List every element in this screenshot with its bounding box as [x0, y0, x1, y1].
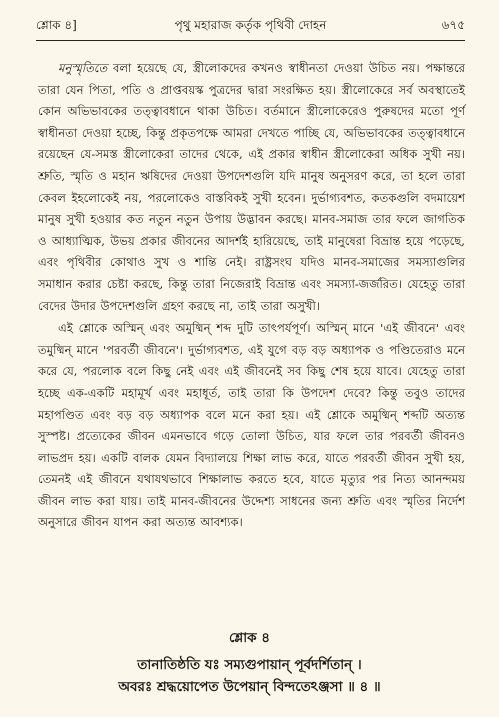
- purport-body: [38, 58, 465, 535]
- header-divider: [36, 40, 465, 41]
- header-chapter-title: পৃথু মহারাজ কর্তৃক পৃথিবী দোহন: [174, 18, 327, 32]
- paragraph-text: এই শ্লোকে অস্মিন্ এবং অমুষ্মিন্ শব্দ দুটি তাৎপর্যপূর্ণ। অস্মিন্ মানে 'এই জীবনে' এবং তমুষ্মিন্ মানে 'পরবর্তী জীবনে'। দুর্ভাগ্যবশত, এই যুগে বড় বড় অধ্যাপক ও পণ্ডিতেরাও মনে করে যে, পরলোক বলে কিছু নেই এবং এই জীবনেই সব কিছু শেষ হয়ে যাবে। যেহেতু তারা হচ্ছে এক-একটি মহামূর্খ এবং মহাধূর্ত, তাই তারা কি উপদেশ দেবে? কিন্তু তবুও তাদের মহাপণ্ডিত এবং বড় বড় অধ্যাপক বলে মনে করা হয়। এই শ্লোকে অমুষ্মিন্ শব্দটি অত্যন্ত সুস্পষ্ট। প্রত্যেকের জীবন এমনভাবে গড়ে তোলা উচিত, যার ফলে তার পরবর্তী জীবনও লাভপ্রদ হয়। একটি বালক যেমন বিদ্যালয়ে শিক্ষা লাভ করে, যাতে পরবর্তী জীবন সুখী হয়, তেমনই এই জীবনে যথাযথভাবে শিক্ষালাভ করতে হবে, যাতে মৃত্যুর পর নিত্য আনন্দময় জীবন লাভ করা যায়। তাই মানব-জীবনের উদ্দেশ্য সাধনের জন্য শ্রুতি এবং স্মৃতির নির্দেশ অনুসারে জীবন যাপন করা অত্যন্ত আবশ্যক।: [38, 321, 465, 530]
- paragraph-text: বলা হয়েছে যে, স্ত্রীলোকদের কখনও স্বাধীনতা দেওয়া উচিত নয়। পক্ষান্তরে তারা যেন পিতা, পতি ও প্রাপ্তবয়স্ক পুত্রদের দ্বারা সংরক্ষিত হয়। স্ত্রীলোকেরে সর্ব অবস্থাতেই কোন অভিভাবকের তত্ত্বাবধানে থাকা উচিত। বর্তমানে স্ত্রীলোকেরেও পুরুষদের মতো পূর্ণ স্বাধীনতা দেওয়া হচ্ছে, কিন্তু প্রকৃতপক্ষে আমরা দেখতে পাচ্ছি যে, অভিভাবকের তত্ত্বাবধানে রয়েছেন যে-সমস্ত স্ত্রীলোকেরা তাদের থেকে, এই প্রকার স্বাধীন স্ত্রীলোকেরা অধিক সুখী নয়। শ্রুতি, স্মৃতি ও মহান ঋষিদের দেওয়া উপদেশগুলি যদি মানুষ অনুসরণ করে, তা হলে তারা কেবল ইহলোকেই নয়, পরলোকেও বাস্তবিকই সুখী হবেন। দুর্ভাগ্যবশত, কতকগুলি বদমায়েশ মানুষ সুখী হওয়ার কত নতুন নতুন উপায় উদ্ভাবন করছে। মানব-সমাজ তার ফলে জাগতিক ও আধ্যাত্মিক, উভয় প্রকার জীবনের আদর্শই হারিয়েছে, তাই মানুষেরা বিভ্রান্ত হয়ে পড়েছে, এবং পৃথিবীর কোথাও সুখ ও শান্তি নেই। রাষ্ট্রসংঘ যদিও মানব-সমাজের সমস্যাগুলির সমাধান করার চেষ্টা করছে, কিন্তু তারা নিজেরাই বিভ্রান্ত এবং সমস্যা-জর্জরিত। যেহেতু তারা বেদের উদার উপদেশগুলি গ্রহণ করছে না, তাই তারা অসুখী।: [38, 61, 465, 313]
- page-number: ৬৭৫: [441, 18, 465, 32]
- purport-paragraph-1: [38, 58, 465, 317]
- emphasis-term: মনুস্মৃতিতে: [58, 61, 108, 75]
- header-verse-number: শ্লোক ৪]: [36, 18, 77, 32]
- verse-line-1: তানাতিষ্ঠতি যঃ সম্যগুপায়ান্ পূর্বদর্শিতান্ ।: [137, 657, 362, 673]
- verse-block: [0, 628, 499, 698]
- verse-line-2: অবরঃ শ্রদ্ধয়োপেত উপেয়ান্ বিন্দতেঽঞ্জসা ॥ ৪ ॥: [118, 679, 381, 695]
- verse-heading: শ্লোক ৪: [228, 630, 271, 646]
- purport-paragraph-2: [38, 318, 465, 534]
- running-header: [36, 14, 465, 36]
